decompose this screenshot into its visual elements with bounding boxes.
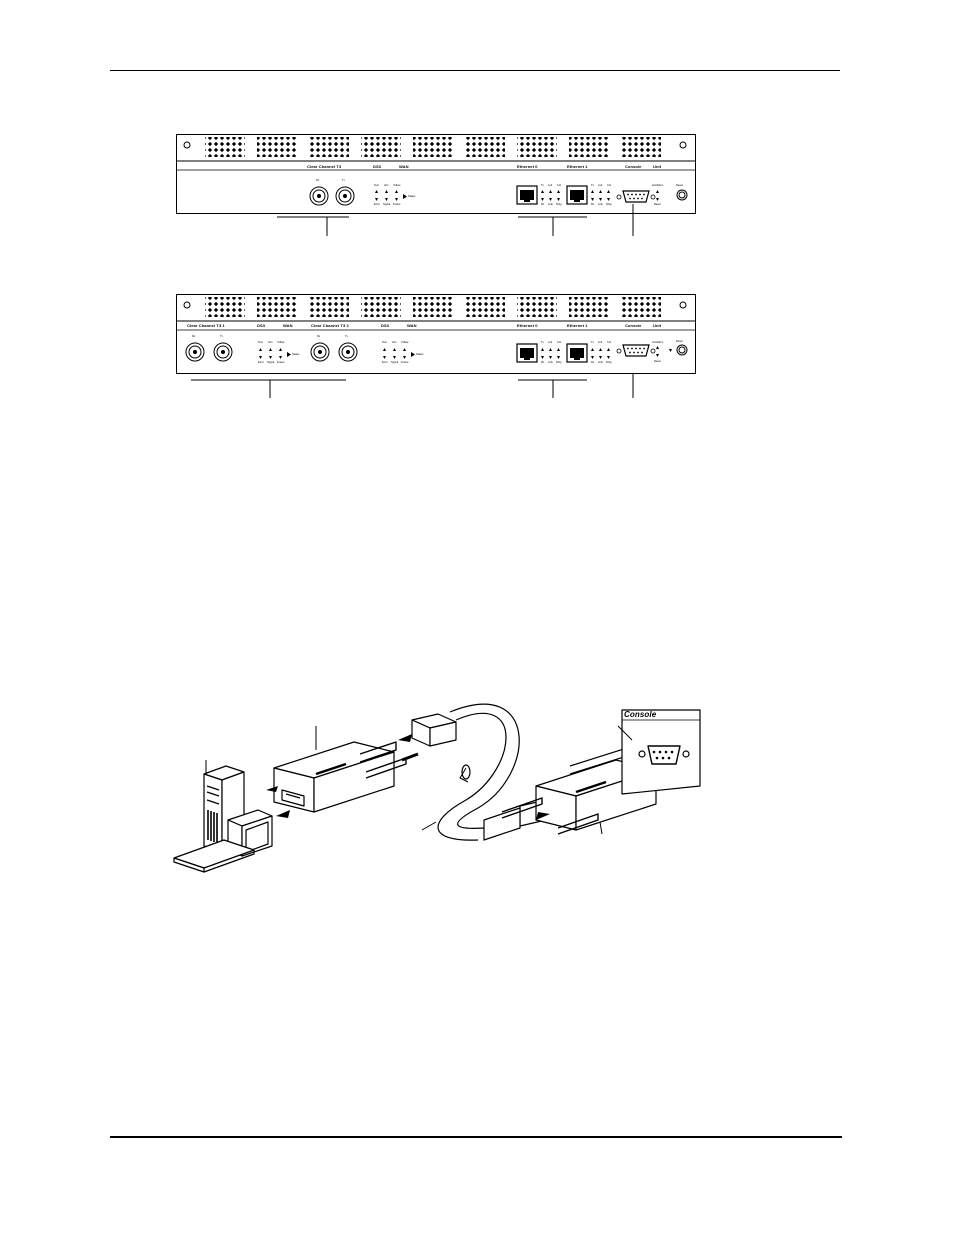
label-status: Status — [408, 195, 416, 198]
label-clear-channel-t3-2: Clear Channel T3 2 — [311, 323, 349, 328]
label-wan: WAN — [399, 164, 409, 169]
eth1-led-label-col: Col — [607, 341, 611, 344]
led-label-yellow-2: Yellow — [401, 341, 409, 344]
label-ds3: DS3 — [373, 164, 382, 169]
label-ethernet-1: Ethernet 1 — [567, 323, 588, 328]
eth0-led-label-lnk: Lnk — [548, 341, 553, 344]
eth1-led-label-tx: Tx — [591, 184, 594, 187]
eth1-led-label-rnfg: Rnfg — [606, 203, 612, 206]
eth1-led-label-link: Link — [598, 361, 603, 364]
console-cable-illustration — [166, 690, 706, 890]
eth0-led-label-link: Link — [548, 203, 553, 206]
label-status-1: Status — [292, 353, 300, 356]
led-label-signal-2: Signal — [391, 361, 399, 364]
label-wan-2: WAN — [407, 323, 417, 328]
label-status-2: Status — [416, 353, 424, 356]
led-label-error-1: Error — [258, 361, 264, 364]
footer-rule — [110, 1136, 842, 1138]
unit-leds — [656, 346, 672, 357]
eth1-led-label-col: Col — [607, 184, 611, 187]
label-console: Console — [625, 164, 642, 169]
rear-panel-dual-t3 — [176, 294, 696, 374]
label-clear-channel-t3-1: Clear Channel T3 1 — [187, 323, 225, 328]
eth1-led-label-rx: Rx — [591, 203, 595, 206]
router-console-panel — [622, 710, 700, 794]
console-db9-port — [617, 345, 655, 356]
eth1-led-label-tx: Tx — [591, 341, 594, 344]
eth0-led-label-col: Col — [557, 341, 561, 344]
unit-led-label-act: Act/Alarm — [652, 341, 664, 344]
reset-button — [677, 345, 687, 355]
wan-leds-1 — [259, 348, 291, 359]
led-label-test-1: Test — [258, 341, 263, 344]
led-label-signal-1: Signal — [267, 361, 275, 364]
label-rx-1: Rx — [192, 335, 196, 338]
led-label-test-2: Test — [382, 341, 387, 344]
label-ethernet-0: Ethernet 0 — [517, 164, 538, 169]
led-label-error-2: Error — [382, 361, 388, 364]
ethernet-0-jack — [517, 344, 537, 362]
led-label-frame-2: Frame — [401, 361, 409, 364]
rear-panel-dual-t3-drawing — [177, 295, 695, 373]
eth0-led-label-rnfg: Rnfg — [556, 203, 562, 206]
eth1-led-label-lnk: Lnk — [598, 184, 603, 187]
led-label-alm: Alm — [384, 184, 389, 187]
label-console: Console — [625, 323, 642, 328]
unit-led-label-reset: Reset — [654, 203, 661, 206]
eth0-led-label-tx: Tx — [541, 184, 544, 187]
label-rx: Rx — [316, 179, 320, 182]
led-label-signal: Signal — [383, 203, 391, 206]
led-label-frame-1: Frame — [277, 361, 285, 364]
led-label-alm-2: Alm — [392, 341, 397, 344]
eth0-led-label-lnk: Lnk — [548, 184, 553, 187]
bnc-pair-1 — [186, 343, 232, 361]
ethernet-0-leds — [541, 348, 560, 359]
label-rx-2: Rx — [317, 335, 321, 338]
bnc-pair-2 — [311, 343, 357, 361]
wan-leds-2 — [383, 348, 415, 359]
eth0-led-label-rx: Rx — [541, 203, 545, 206]
label-clear-channel-t3: Clear Channel T3 — [307, 164, 342, 169]
eth0-led-label-rx: Rx — [541, 361, 545, 364]
eth0-led-label-rnfg: Rnfg — [556, 361, 562, 364]
label-console-panel: Console — [624, 710, 657, 719]
unit-led-label-reset: Reset — [654, 360, 661, 363]
eth1-led-label-lnk: Lnk — [598, 341, 603, 344]
label-unit: Unit — [653, 164, 662, 169]
label-unit: Unit — [653, 323, 662, 328]
led-label-frame: Frame — [393, 203, 401, 206]
console-cable-drawing — [166, 690, 706, 890]
eth0-led-label-col: Col — [557, 184, 561, 187]
label-ds3-1: DS3 — [257, 323, 266, 328]
led-label-yellow-1: Yellow — [277, 341, 285, 344]
label-reset-button: Reset — [676, 340, 683, 343]
led-label-test: Test — [374, 184, 379, 187]
eth0-led-label-tx: Tx — [541, 341, 544, 344]
eth1-led-label-rx: Rx — [591, 361, 595, 364]
label-wan-1: WAN — [283, 323, 293, 328]
label-ethernet-1: Ethernet 1 — [567, 164, 588, 169]
label-tx: Tx — [342, 179, 345, 182]
eth0-led-label-link: Link — [548, 361, 553, 364]
eth1-led-label-link: Link — [598, 203, 603, 206]
label-ds3-2: DS3 — [381, 323, 390, 328]
led-label-alm-1: Alm — [268, 341, 273, 344]
eth1-led-label-rnfg: Rnfg — [606, 361, 612, 364]
rj45-plug-icon — [412, 714, 456, 746]
led-label-yellow: Yellow — [393, 184, 401, 187]
unit-led-label-act: Act/Alarm — [652, 184, 664, 187]
vent-grilles — [205, 297, 661, 317]
label-reset-button: Reset — [676, 184, 683, 187]
ethernet-1-leds — [591, 348, 610, 359]
db9-rj45-adapter-left — [274, 742, 418, 812]
label-tx-1: Tx — [220, 335, 223, 338]
led-label-error: Error — [374, 203, 380, 206]
label-tx-2: Tx — [345, 335, 348, 338]
label-ethernet-0: Ethernet 0 — [517, 323, 538, 328]
ethernet-1-jack — [567, 344, 587, 362]
